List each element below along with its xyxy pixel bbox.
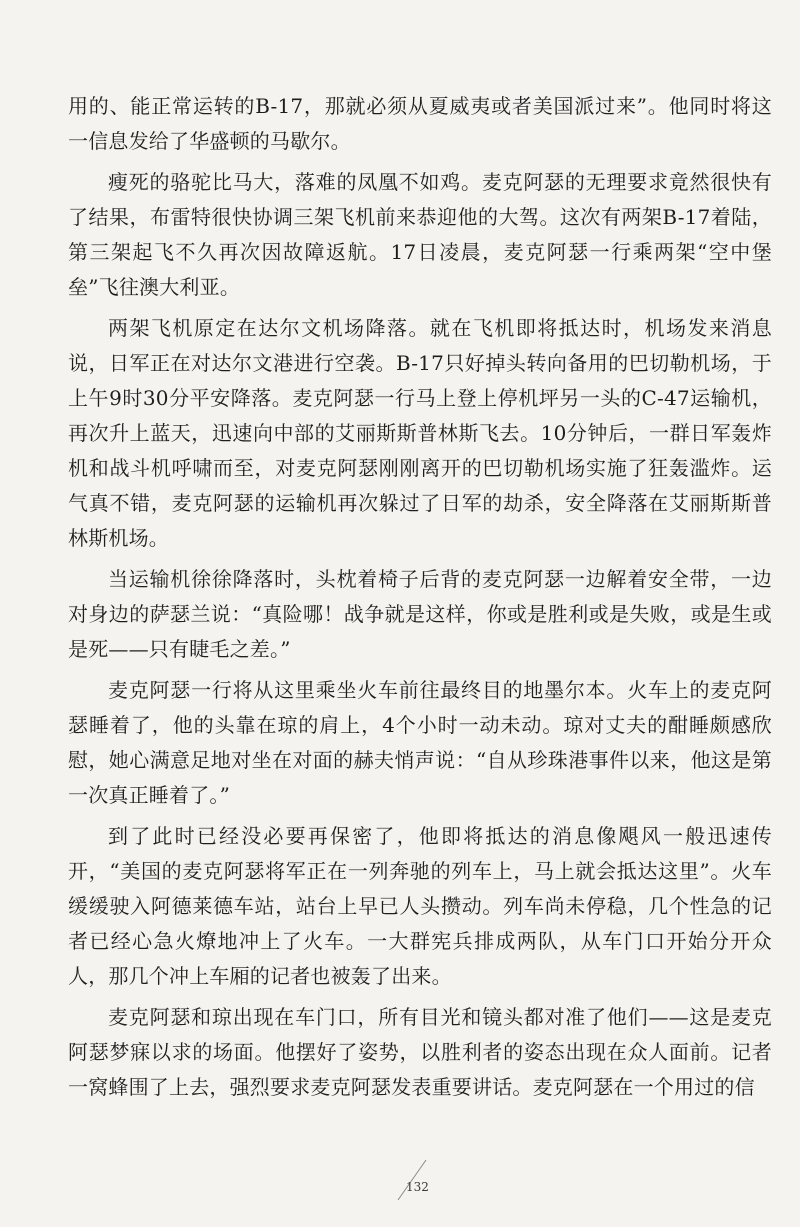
page-number: 132	[406, 1180, 429, 1194]
paragraph-5: 麦克阿瑟一行将从这里乘坐火车前往最终目的地墨尔本。火车上的麦克阿瑟睡着了，他的头靠在琼的肩上，4个小时一动未动。琼对丈夫的酣睡颇感欣慰，她心满意足地对坐在对面的赫夫悄声说：“自从珍珠港事件以来，他这是第一次真正睡着了。”	[68, 678, 772, 807]
body-text	[68, 89, 772, 1105]
paragraph-6: 到了此时已经没必要再保密了，他即将抵达的消息像飓风一般迅速传开，“美国的麦克阿瑟将军正在一列奔驰的列车上，马上就会抵达这里”。火车缓缓驶入阿德莱德车站，站台上早已人头攒动。列车尚未停稳，几个性急的记者已经心急火燎地冲上了火车。一大群宪兵排成两队，从车门口开始分开众人，那几个冲上车厢的记者也被轰了出来。	[68, 824, 772, 988]
page-footer	[0, 1150, 800, 1210]
paragraph-1: 用的、能正常运转的B-17，那就必须从夏威夷或者美国派过来”。他同时将这一信息发给了华盛顿的马歇尔。	[68, 94, 772, 153]
paragraph-4: 当运输机徐徐降落时，头枕着椅子后背的麦克阿瑟一边解着安全带，一边对身边的萨瑟兰说：“真险哪！战争就是这样，你或是胜利或是失败，或是生或是死——只有睫毛之差。”	[68, 567, 772, 661]
paragraph-3: 两架飞机原定在达尔文机场降落。就在飞机即将抵达时，机场发来消息说，日军正在对达尔文港进行空袭。B-17只好掉头转向备用的巴切勒机场，于上午9时30分平安降落。麦克阿瑟一行马上登上停机坪另一头的C-47运输机，再次升上蓝天，迅速向中部的艾丽斯斯普林斯飞去。10分钟后，一群日军轰炸机和战斗机呼啸而至，对麦克阿瑟刚刚离开的巴切勒机场实施了狂轰滥炸。运气真不错，麦克阿瑟的运输机再次躲过了日军的劫杀，安全降落在艾丽斯斯普林斯机场。	[68, 316, 772, 550]
paragraph-7: 麦克阿瑟和琼出现在车门口，所有目光和镜头都对准了他们——这是麦克阿瑟梦寐以求的场面。他摆好了姿势，以胜利者的姿态出现在众人面前。记者一窝蜂围了上去，强烈要求麦克阿瑟发表重要讲话。麦克阿瑟在一个用过的信	[68, 1005, 772, 1099]
paragraph-2: 瘦死的骆驼比马大，落难的凤凰不如鸡。麦克阿瑟的无理要求竟然很快有了结果，布雷特很快协调三架飞机前来恭迎他的大驾。这次有两架B-17着陆，第三架起飞不久再次因故障返航。17日凌晨，麦克阿瑟一行乘两架“空中堡垒”飞往澳大利亚。	[68, 170, 772, 299]
